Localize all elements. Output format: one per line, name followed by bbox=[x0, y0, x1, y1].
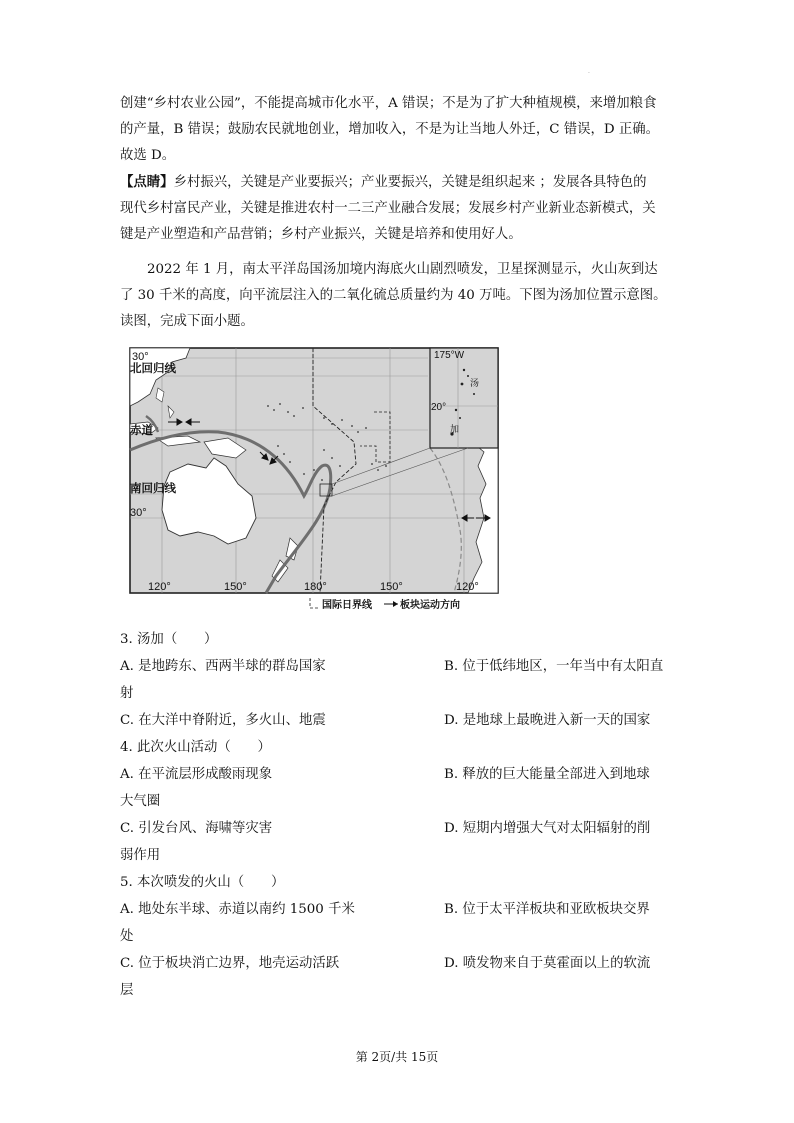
question-stem: 4. 此次火山活动（ ） bbox=[120, 740, 271, 755]
intro-line: 了 30 千米的高度，向平流层注入的二氧化硫总质量约为 40 万吨。下图为汤加位置示意图。 bbox=[120, 288, 667, 303]
tonga-location-map bbox=[128, 346, 500, 614]
intro-line: 读图，完成下面小题。 bbox=[120, 314, 254, 329]
page-footer: 第 2页/共 15页 bbox=[355, 1050, 439, 1064]
option-row bbox=[120, 950, 680, 977]
lon-label: 120° bbox=[456, 581, 479, 593]
option-c: C. 在大洋中脊附近，多火山、地震 bbox=[120, 713, 326, 728]
inset-lon-label: 175°W bbox=[434, 350, 465, 361]
option-wrap: 层 bbox=[120, 983, 134, 998]
question-stem: 5. 本次喷发的火山（ ） bbox=[120, 875, 285, 890]
question-5 bbox=[120, 869, 680, 1004]
question-3 bbox=[120, 626, 680, 734]
equator-label: 赤道 bbox=[130, 425, 153, 437]
option-d: D. 短期内增强大气对太阳辐射的削 bbox=[444, 821, 651, 836]
option-row bbox=[120, 896, 680, 923]
lat-label-30s: 30° bbox=[130, 507, 147, 519]
tropic-cancer-label: 北回归线 bbox=[130, 363, 176, 375]
explanation-line: 的产量，B 错误；鼓励农民就地创业，增加收入，不是为让当地人外迁，C 错误，D 正确。 bbox=[120, 122, 660, 137]
dianjing-paragraph bbox=[120, 169, 676, 196]
dianjing-line: 现代乡村富民产业，关键是推进农村一二三产业融合发展；发展乡村产业新业态新模式，关 bbox=[120, 201, 656, 216]
option-wrap: 射 bbox=[120, 686, 134, 701]
legend-dateline-label: 国际日界线 bbox=[322, 600, 372, 611]
inset-lat-label: 20° bbox=[431, 402, 447, 413]
option-b: B. 位于太平洋板块和亚欧板块交界 bbox=[444, 902, 650, 917]
question-intro bbox=[120, 257, 676, 335]
lon-label: 120° bbox=[148, 581, 171, 593]
header-mark: . bbox=[588, 68, 590, 75]
dianjing-tag: 【点睛】 bbox=[120, 174, 174, 190]
explanation-line: 创建“乡村农业公园”，不能提高城市化水平，A 错误；不是为了扩大种植规模，来增加粮食 bbox=[120, 96, 657, 111]
dateline-legend-symbol bbox=[310, 598, 318, 608]
option-d: D. 是地球上最晚进入新一天的国家 bbox=[444, 713, 651, 728]
intro-line: 2022 年 1 月，南太平洋岛国汤加境内海底火山剧烈喷发，卫星探测显示，火山灰到达 bbox=[147, 262, 658, 277]
lon-label: 180° bbox=[304, 581, 327, 593]
option-wrap: 弱作用 bbox=[120, 848, 161, 863]
option-wrap: 处 bbox=[120, 929, 134, 944]
option-wrap: 大气圈 bbox=[120, 794, 161, 809]
answer-explanation bbox=[120, 91, 676, 248]
inset-char: 汤 bbox=[470, 378, 480, 388]
option-b: B. 释放的巨大能量全部进入到地球 bbox=[444, 767, 650, 782]
option-c: C. 引发台风、海啸等灾害 bbox=[120, 821, 273, 836]
explanation-line: 故选 D。 bbox=[120, 148, 176, 163]
option-row bbox=[120, 815, 680, 842]
inset-char: 加 bbox=[450, 424, 460, 434]
lon-label: 150° bbox=[224, 581, 247, 593]
question-4 bbox=[120, 734, 680, 869]
option-a: A. 在平流层形成酸雨现象 bbox=[120, 767, 273, 782]
legend-plate-label: 板块运动方向 bbox=[400, 600, 460, 611]
option-a: A. 是地跨东、西两半球的群岛国家 bbox=[120, 659, 326, 674]
tropic-capricorn-label: 南回归线 bbox=[130, 483, 176, 495]
option-c: C. 位于板块消亡边界，地壳运动活跃 bbox=[120, 956, 340, 971]
option-a: A. 地处东半球、赤道以南约 1500 千米 bbox=[120, 902, 355, 917]
question-stem: 3. 汤加（ ） bbox=[120, 632, 218, 647]
option-row bbox=[120, 707, 680, 734]
lat-label-30n: 30° bbox=[132, 351, 149, 363]
lon-label: 150° bbox=[380, 581, 403, 593]
dianjing-text: 乡村振兴，关键是产业要振兴；产业要振兴，关键是组织起来 ；发展各具特色的 bbox=[173, 175, 647, 190]
option-b: B. 位于低纬地区，一年当中有太阳直 bbox=[444, 659, 664, 674]
option-row bbox=[120, 761, 680, 788]
dianjing-line: 键是产业塑造和产品营销；乡村产业振兴，关键是培养和使用好人。 bbox=[120, 227, 522, 242]
option-d: D. 喷发物来自于莫霍面以上的软流 bbox=[444, 956, 651, 971]
tonga-inset bbox=[430, 348, 498, 448]
map-legend bbox=[310, 598, 460, 611]
option-row bbox=[120, 653, 680, 680]
